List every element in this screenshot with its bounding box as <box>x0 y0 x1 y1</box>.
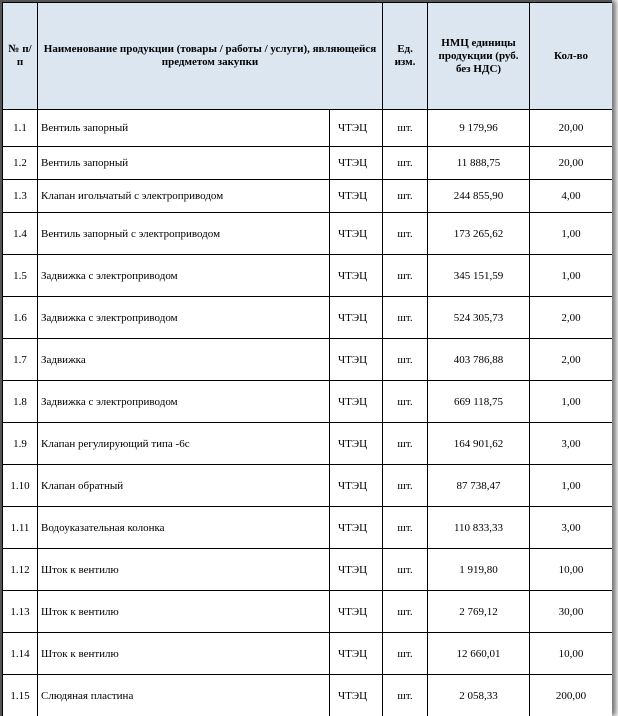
quantity: 2,00 <box>530 297 612 339</box>
unit-of-measure: шт. <box>383 110 428 147</box>
quantity: 30,00 <box>530 591 612 633</box>
quantity: 10,00 <box>530 633 612 675</box>
header-name: Наименование продукции (товары / работы / услуги), являющейся предметом закупки <box>38 3 383 110</box>
unit-of-measure: шт. <box>383 381 428 423</box>
header-qty: Кол-во <box>530 3 612 110</box>
unit-price: 110 833,33 <box>428 507 530 549</box>
row-number: 1.4 <box>3 213 38 255</box>
header-num: № п/п <box>3 3 38 110</box>
product-name: Задвижка с электроприводом <box>38 297 330 339</box>
unit-of-measure: шт. <box>383 339 428 381</box>
table-row <box>3 549 613 591</box>
branch-name: ЧТЭЦ <box>330 147 383 180</box>
product-name: Вентиль запорный <box>38 147 330 180</box>
row-number: 1.1 <box>3 110 38 147</box>
quantity: 1,00 <box>530 381 612 423</box>
quantity: 1,00 <box>530 465 612 507</box>
procurement-table <box>2 2 612 716</box>
table-row <box>3 675 613 716</box>
branch-name: ЧТЭЦ <box>330 633 383 675</box>
row-number: 1.3 <box>3 180 38 213</box>
branch-name: ЧТЭЦ <box>330 591 383 633</box>
branch-name: ЧТЭЦ <box>330 465 383 507</box>
quantity: 4,00 <box>530 180 612 213</box>
quantity: 200,00 <box>530 675 612 716</box>
row-number: 1.15 <box>3 675 38 716</box>
quantity: 3,00 <box>530 423 612 465</box>
table-row <box>3 147 613 180</box>
product-name: Задвижка с электроприводом <box>38 255 330 297</box>
table-row <box>3 213 613 255</box>
product-name: Задвижка с электроприводом <box>38 381 330 423</box>
product-name: Задвижка <box>38 339 330 381</box>
table-row <box>3 633 613 675</box>
row-number: 1.5 <box>3 255 38 297</box>
unit-price: 1 919,80 <box>428 549 530 591</box>
unit-price: 669 118,75 <box>428 381 530 423</box>
branch-name: ЧТЭЦ <box>330 507 383 549</box>
unit-price: 164 901,62 <box>428 423 530 465</box>
unit-price: 9 179,96 <box>428 110 530 147</box>
row-number: 1.12 <box>3 549 38 591</box>
table-row <box>3 339 613 381</box>
table-row <box>3 381 613 423</box>
row-number: 1.2 <box>3 147 38 180</box>
quantity: 3,00 <box>530 507 612 549</box>
header-row <box>3 3 613 110</box>
table-row <box>3 180 613 213</box>
unit-of-measure: шт. <box>383 591 428 633</box>
row-number: 1.7 <box>3 339 38 381</box>
product-name: Водоуказательная колонка <box>38 507 330 549</box>
branch-name: ЧТЭЦ <box>330 423 383 465</box>
row-number: 1.11 <box>3 507 38 549</box>
quantity: 20,00 <box>530 147 612 180</box>
quantity: 1,00 <box>530 213 612 255</box>
unit-price: 12 660,01 <box>428 633 530 675</box>
unit-price: 2 769,12 <box>428 591 530 633</box>
unit-of-measure: шт. <box>383 549 428 591</box>
table-row <box>3 507 613 549</box>
product-name: Шток к вентилю <box>38 591 330 633</box>
table-row <box>3 465 613 507</box>
row-number: 1.8 <box>3 381 38 423</box>
unit-price: 173 265,62 <box>428 213 530 255</box>
header-price: НМЦ единицы продукции (руб. без НДС) <box>428 3 530 110</box>
branch-name: ЧТЭЦ <box>330 339 383 381</box>
quantity: 1,00 <box>530 255 612 297</box>
unit-price: 11 888,75 <box>428 147 530 180</box>
unit-of-measure: шт. <box>383 423 428 465</box>
unit-price: 345 151,59 <box>428 255 530 297</box>
product-name: Шток к вентилю <box>38 633 330 675</box>
table-row <box>3 423 613 465</box>
unit-price: 87 738,47 <box>428 465 530 507</box>
branch-name: ЧТЭЦ <box>330 110 383 147</box>
row-number: 1.14 <box>3 633 38 675</box>
unit-price: 244 855,90 <box>428 180 530 213</box>
product-name: Вентиль запорный <box>38 110 330 147</box>
unit-of-measure: шт. <box>383 297 428 339</box>
unit-of-measure: шт. <box>383 633 428 675</box>
unit-of-measure: шт. <box>383 213 428 255</box>
unit-of-measure: шт. <box>383 465 428 507</box>
row-number: 1.9 <box>3 423 38 465</box>
row-number: 1.13 <box>3 591 38 633</box>
table-row <box>3 297 613 339</box>
unit-of-measure: шт. <box>383 675 428 716</box>
branch-name: ЧТЭЦ <box>330 381 383 423</box>
unit-price: 524 305,73 <box>428 297 530 339</box>
unit-of-measure: шт. <box>383 147 428 180</box>
product-name: Слюдяная пластина <box>38 675 330 716</box>
product-name: Вентиль запорный с электроприводом <box>38 213 330 255</box>
branch-name: ЧТЭЦ <box>330 297 383 339</box>
branch-name: ЧТЭЦ <box>330 549 383 591</box>
unit-of-measure: шт. <box>383 180 428 213</box>
quantity: 20,00 <box>530 110 612 147</box>
table-row <box>3 110 613 147</box>
branch-name: ЧТЭЦ <box>330 180 383 213</box>
table-row <box>3 591 613 633</box>
product-name: Клапан игольчатый с электроприводом <box>38 180 330 213</box>
unit-price: 2 058,33 <box>428 675 530 716</box>
product-name: Клапан регулирующий типа -6с <box>38 423 330 465</box>
header-unit: Ед. изм. <box>383 3 428 110</box>
unit-of-measure: шт. <box>383 507 428 549</box>
table-row <box>3 255 613 297</box>
unit-of-measure: шт. <box>383 255 428 297</box>
row-number: 1.6 <box>3 297 38 339</box>
quantity: 2,00 <box>530 339 612 381</box>
branch-name: ЧТЭЦ <box>330 255 383 297</box>
quantity: 10,00 <box>530 549 612 591</box>
branch-name: ЧТЭЦ <box>330 675 383 716</box>
product-name: Шток к вентилю <box>38 549 330 591</box>
branch-name: ЧТЭЦ <box>330 213 383 255</box>
unit-price: 403 786,88 <box>428 339 530 381</box>
row-number: 1.10 <box>3 465 38 507</box>
product-name: Клапан обратный <box>38 465 330 507</box>
